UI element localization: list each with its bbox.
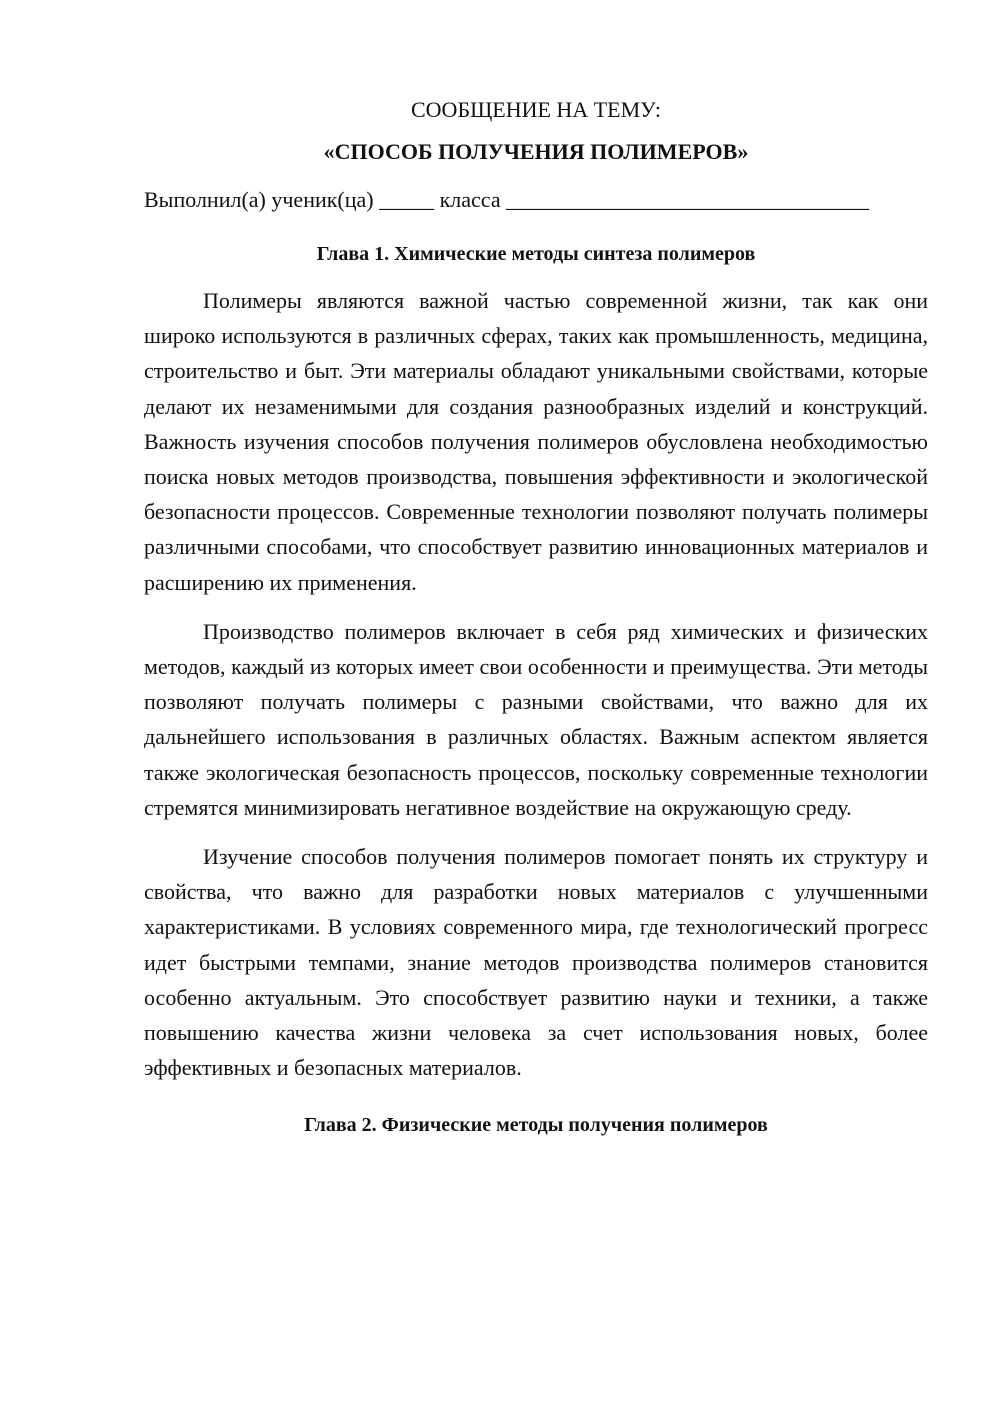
author-line: Выполнил(а) ученик(ца) _____ класса _________________________________ <box>144 187 870 212</box>
chapter-2-title: Глава 2. Физические методы получения полимеров <box>304 1114 768 1137</box>
paragraph-2: Производство полимеров включает в себя ряд химических и физических методов, каждый из которых имеет свои особенности и преимущества. Эти методы позволяют получать полимеры с разными свойствами, что важно для их дальнейшего использования в различных областях. Важным аспектом является также экологическая безопасность процессов, поскольку современные технологии стремятся минимизировать негативное воздействие на окружающую среду. <box>144 618 928 820</box>
chapter-1-title: Глава 1. Химические методы синтеза полимеров <box>316 243 756 265</box>
paragraph-3: Изучение способов получения полимеров помогает понять их структуру и свойства, что важно для разработки новых материалов с улучшенными характеристиками. В условиях современного мира, где технологический прогресс идет быстрыми темпами, знание методов производства полимеров становится особенно актуальным. Это способствует развитию науки и техники, а также повышению качества жизни человека за счет использования новых, более эффективных и безопасных материалов. <box>144 844 928 1081</box>
document-title-line-2: «СПОСОБ ПОЛУЧЕНИЯ ПОЛИМЕРОВ» <box>323 139 749 164</box>
document-page <box>144 92 928 1143</box>
paragraph-1: Полимеры являются важной частью современной жизни, так как они широко используются в различных сферах, таких как промышленность, медицина, строительство и быт. Эти материалы обладают уникальными свойствами, которые делают их незаменимыми для создания разнообразных изделий и конструкций. Важность изучения способов получения полимеров обусловлена необходимостью поиска новых методов производства, повышения эффективности и экологической безопасности процессов. Современные технологии позволяют получать полимеры различными способами, что способствует развитию инновационных материалов и расширению их применения. <box>144 288 928 595</box>
document-title-line-1: СООБЩЕНИЕ НА ТЕМУ: <box>411 97 661 122</box>
